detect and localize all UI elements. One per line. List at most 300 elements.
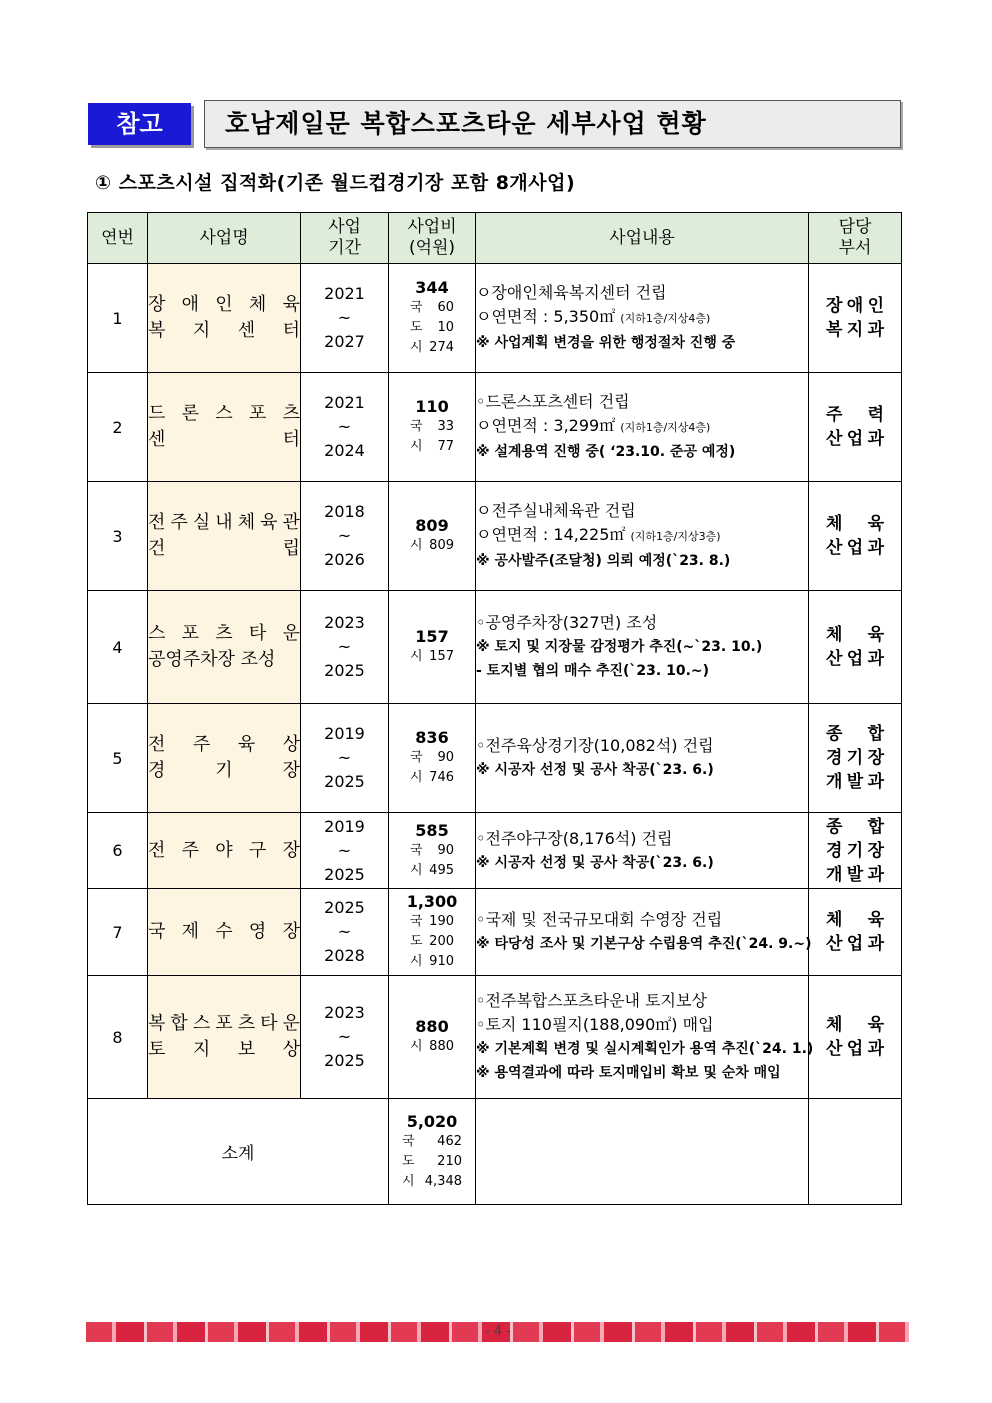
cost-total: 110: [415, 397, 449, 416]
project-name: [148, 591, 301, 704]
content-line: [476, 932, 812, 956]
cost-part: [410, 841, 454, 861]
content-line: [476, 523, 808, 549]
project-name-char: 운: [282, 1013, 300, 1034]
dept-char: 애: [846, 296, 864, 316]
dept-char: 업: [846, 1039, 864, 1059]
project-name-char: 체: [237, 512, 256, 533]
cost-source: 시: [410, 649, 423, 664]
content-line: [476, 827, 808, 851]
cost-amount: 200: [429, 934, 454, 949]
project-period: [301, 373, 389, 482]
cost-total: 157: [415, 627, 449, 646]
project-content: [476, 704, 809, 813]
dept-char: 개: [826, 772, 843, 792]
dept-char: 발: [846, 772, 864, 792]
project-content: [476, 813, 809, 889]
period-end: 2025: [324, 661, 365, 680]
project-name-char: 육: [282, 294, 300, 315]
row-number: 6: [88, 813, 148, 889]
project-name: [148, 264, 301, 373]
cost-part: [402, 1152, 462, 1172]
project-name-line: [148, 758, 300, 784]
dept-line: [826, 1013, 884, 1037]
cost-source: 도: [410, 320, 423, 335]
project-name-char: 센: [148, 429, 166, 450]
project-cost: [389, 482, 476, 591]
content-text: ※ 타당성 조사 및 기본구상 수립용역 추진(`24. 9.~): [476, 936, 812, 952]
project-period: [301, 976, 389, 1099]
project-cost: [389, 704, 476, 813]
project-name-line: [148, 919, 300, 945]
cost-part: [410, 338, 454, 358]
dept-char: 과: [867, 1039, 884, 1059]
dept-char: 산: [826, 1039, 843, 1059]
project-name-char: 육: [260, 512, 278, 533]
content-line: [476, 659, 808, 683]
cost-total: 344: [415, 278, 449, 297]
project-name-char: 포: [248, 403, 267, 424]
content-line: [476, 611, 808, 635]
cost-part: [410, 952, 454, 972]
content-text: ※ 시공자 선정 및 공사 착공(`23. 6.): [476, 854, 714, 871]
cost-amount: 4,348: [424, 1173, 462, 1189]
content-line: [476, 390, 808, 414]
content-line: [476, 851, 808, 875]
content-text: ㅇ장애인체육복지센터 건립: [476, 283, 667, 302]
subtotal-dept-empty: [809, 1099, 902, 1205]
content-line: [476, 331, 808, 355]
cost-part: [410, 1037, 454, 1057]
project-name-char: 장: [148, 294, 166, 315]
dept-char: 과: [867, 320, 884, 340]
content-line: [476, 734, 808, 758]
dept-char: 업: [846, 934, 864, 954]
responsible-dept: [809, 591, 902, 704]
cost-source: 국: [402, 1133, 415, 1149]
project-content: [476, 889, 812, 976]
dept-char: 산: [826, 649, 843, 669]
project-name-char: 실: [192, 512, 211, 533]
dept-char: 경: [826, 748, 843, 768]
content-text: ※ 공사발주(조달청) 의뢰 예정(`23. 8.): [476, 553, 731, 569]
cost-source: 국: [410, 842, 423, 858]
dept-char: 산: [826, 429, 843, 449]
project-name-char: 보: [237, 1039, 256, 1060]
content-small: (지하1층/지상3층): [630, 530, 721, 543]
dept-line: [826, 815, 884, 839]
project-name-char: 합: [170, 1013, 188, 1034]
dept-line: [826, 512, 884, 536]
dept-char: 장: [826, 296, 843, 316]
cost-total: 5,020: [406, 1111, 458, 1131]
period-tilde: ~: [337, 417, 352, 436]
table-header-row: [88, 213, 902, 264]
project-name-char: 상: [282, 734, 300, 755]
content-line: [476, 758, 808, 782]
dept-char: 체: [826, 625, 843, 645]
project-name: [148, 976, 301, 1099]
col-content: 사업내용: [476, 213, 809, 264]
dept-line: [826, 770, 884, 794]
responsible-dept: [809, 373, 902, 482]
table-row: [88, 373, 902, 482]
dept-line: [826, 623, 884, 647]
project-name: [148, 373, 301, 482]
project-content: [476, 264, 809, 373]
dept-char: 종: [826, 724, 843, 744]
content-text: ◦전주복합스포츠타운내 토지보상: [476, 991, 707, 1010]
content-small: (지하1층/지상4층): [620, 421, 711, 434]
content-text: ◦드론스포츠센터 건립: [476, 392, 630, 411]
project-period: [301, 704, 389, 813]
table-body: [88, 264, 902, 1205]
project-cost: [389, 264, 476, 373]
content-line: [476, 414, 808, 440]
cost-amount: 274: [429, 340, 454, 355]
project-name-char: 장: [282, 921, 300, 942]
period-start: 2025: [324, 898, 365, 917]
content-text: - 토지별 협의 매수 추진(`23. 10.~): [476, 663, 710, 679]
subtotal-row: [88, 1099, 902, 1205]
cost-source: 도: [410, 934, 423, 949]
project-name-char: 제: [181, 921, 200, 942]
content-text: ※ 사업계획 변경을 위한 행정절차 진행 중: [476, 335, 736, 351]
dept-char: 경: [826, 840, 843, 861]
cost-source: 시: [410, 439, 423, 454]
dept-char: 주: [826, 405, 843, 425]
cost-amount: 495: [429, 862, 454, 878]
project-name-char: 육: [237, 734, 256, 755]
project-name-char: 관: [282, 512, 300, 533]
project-name-line: [148, 536, 300, 562]
content-text: ◦전주육상경기장(10,082석) 건립: [476, 736, 714, 755]
content-text: ㅇ연면적 : 5,350㎡: [476, 307, 616, 326]
cost-total: 880: [415, 1017, 449, 1036]
period-start: 2019: [324, 816, 365, 836]
dept-char: 발: [846, 864, 864, 885]
dept-char: 종: [826, 816, 843, 837]
dept-char: 기: [846, 840, 864, 861]
row-number: 3: [88, 482, 148, 591]
page-number: - 4 -: [485, 1324, 511, 1339]
project-name-char: 주: [170, 512, 188, 533]
project-name-char: 경: [148, 760, 166, 781]
project-name-char: 센: [237, 320, 256, 341]
content-text: ※ 토지 및 지장물 감정평가 추진(~`23. 10.): [476, 639, 763, 655]
cost-part: [410, 912, 454, 932]
content-line: [476, 908, 808, 932]
dept-char: 기: [846, 748, 864, 768]
cost-source: 시: [410, 340, 423, 355]
col-dept-line1: 담당: [838, 217, 872, 237]
col-dept: [809, 213, 902, 264]
cost-amount: 880: [429, 1039, 454, 1054]
dept-line: [826, 536, 884, 560]
project-cost: [389, 373, 476, 482]
table-row: [88, 704, 902, 813]
project-name-char: 장: [282, 760, 300, 781]
cost-part: [410, 861, 454, 881]
responsible-dept: [809, 889, 902, 976]
project-name-char: 야: [215, 839, 233, 861]
project-name-char: 타: [248, 623, 267, 644]
project-name-char: 주: [181, 839, 200, 861]
period-start: 2023: [324, 613, 365, 632]
row-number: 5: [88, 704, 148, 813]
table-row: [88, 264, 902, 373]
cost-amount: 60: [437, 300, 454, 315]
project-name-char: 영: [248, 921, 267, 942]
dept-line: [826, 722, 884, 746]
dept-char: 업: [846, 538, 864, 558]
dept-line: [826, 839, 884, 863]
cost-source: 국: [410, 750, 423, 765]
content-line: [476, 281, 808, 305]
dept-char: 장: [867, 840, 884, 861]
row-number: 2: [88, 373, 148, 482]
cost-total: 809: [415, 516, 449, 535]
dept-char: 과: [867, 429, 884, 449]
dept-char: 육: [867, 1015, 884, 1035]
project-name: [148, 704, 301, 813]
project-content: [476, 976, 814, 1099]
cost-amount: 10: [437, 320, 454, 335]
col-name: 사업명: [148, 213, 301, 264]
content-line: [476, 305, 808, 331]
content-text: ※ 용역결과에 따라 토지매입비 확보 및 순차 매입: [476, 1065, 781, 1081]
cost-source: 시: [410, 538, 423, 553]
project-name-char: 애: [181, 294, 200, 315]
cost-part: [410, 437, 454, 457]
project-name-line: [148, 647, 300, 673]
content-text: ◦공영주차장(327면) 조성: [476, 613, 658, 632]
cost-amount: 462: [437, 1133, 462, 1149]
cost-total: 836: [415, 728, 449, 747]
project-name-char: 터: [282, 429, 300, 450]
project-name-char: 상: [282, 1039, 300, 1060]
project-name-char: 공영주차장 조성: [148, 649, 276, 670]
project-name-char: 지: [192, 320, 211, 341]
project-name: [148, 482, 301, 591]
period-end: 2025: [324, 772, 365, 791]
dept-char: 력: [867, 405, 884, 425]
cost-source: 국: [410, 419, 423, 434]
project-name-char: 츠: [237, 1013, 256, 1034]
dept-char: 합: [867, 816, 884, 837]
content-text: ※ 기본계획 변경 및 실시계획인가 용역 추진(`24. 1.): [476, 1041, 814, 1057]
project-name-char: 전: [148, 512, 166, 533]
project-name-char: 건: [148, 538, 166, 559]
dept-char: 과: [867, 538, 884, 558]
dept-line: [826, 932, 884, 956]
content-text: ㅇ전주실내체육관 건립: [476, 501, 636, 520]
project-table: [87, 212, 902, 1205]
dept-char: 산: [826, 538, 843, 558]
page-title: 호남제일문 복합스포츠타운 세부사업 현황: [225, 109, 707, 138]
reference-tag: 참고: [88, 103, 191, 145]
content-line: [476, 635, 808, 659]
subtotal-cost: [389, 1099, 476, 1205]
project-name-char: 타: [260, 1013, 278, 1034]
col-cost-line1: 사업비: [407, 217, 457, 237]
dept-char: 과: [867, 772, 884, 792]
project-name-char: 론: [181, 403, 200, 424]
cost-part: [410, 748, 454, 768]
dept-line: [826, 908, 884, 932]
project-cost: [389, 813, 476, 889]
cost-amount: 190: [429, 914, 454, 929]
project-name-char: 수: [215, 921, 233, 942]
period-end: 2025: [324, 864, 365, 884]
cost-total: 585: [415, 820, 449, 840]
project-name-char: 스: [148, 623, 166, 644]
subtotal-label: 소계: [88, 1099, 389, 1205]
dept-char: 산: [826, 934, 843, 954]
dept-line: [826, 746, 884, 770]
col-period-line2: 기간: [328, 238, 361, 258]
dept-char: 체: [826, 910, 843, 930]
dept-char: 육: [867, 910, 884, 930]
project-name-line: [148, 510, 300, 536]
dept-char: 지: [846, 320, 864, 340]
project-period: [301, 591, 389, 704]
dept-char: 업: [846, 429, 864, 449]
cost-part: [410, 298, 454, 318]
content-line: [476, 440, 808, 464]
table-row: [88, 482, 902, 591]
project-name-line: [148, 292, 300, 318]
cost-source: 시: [410, 770, 423, 785]
period-end: 2028: [324, 946, 365, 965]
project-name-char: 드: [148, 403, 166, 424]
cost-amount: 910: [429, 954, 454, 969]
cost-part: [410, 932, 454, 952]
project-content: [476, 373, 809, 482]
col-period: [301, 213, 389, 264]
period-start: 2021: [324, 393, 365, 412]
dept-char: 과: [867, 649, 884, 669]
project-period: [301, 813, 389, 889]
period-tilde: ~: [337, 1027, 352, 1046]
content-text: ◦전주야구장(8,176석) 건립: [476, 828, 673, 848]
project-name-char: 복: [148, 1013, 166, 1034]
col-dept-line2: 부서: [838, 238, 872, 258]
dept-char: 업: [846, 649, 864, 669]
table-row: [88, 813, 902, 889]
project-name-char: 츠: [282, 403, 300, 424]
project-name-char: 구: [248, 839, 267, 861]
cost-amount: 77: [437, 439, 454, 454]
period-start: 2019: [324, 724, 365, 743]
table-row: [88, 591, 902, 704]
content-line: [476, 499, 808, 523]
project-name-line: [148, 838, 300, 864]
project-name-char: 스: [215, 403, 233, 424]
project-period: [301, 264, 389, 373]
title-block: [88, 100, 901, 148]
project-name: [148, 889, 301, 976]
project-name-line: [148, 1011, 300, 1037]
col-cost-line2: (억원): [408, 238, 456, 258]
dept-line: [826, 427, 884, 451]
dept-char: 복: [826, 320, 843, 340]
cost-source: 시: [410, 954, 423, 969]
cost-source: 시: [402, 1173, 415, 1189]
content-line: [476, 549, 808, 573]
project-name-char: 립: [282, 538, 300, 559]
period-start: 2021: [324, 284, 365, 303]
content-small: (지하1층/지상4층): [620, 312, 711, 325]
col-cost: [389, 213, 476, 264]
cost-amount: 809: [429, 538, 454, 553]
dept-char: 합: [867, 724, 884, 744]
period-start: 2018: [324, 502, 365, 521]
cost-amount: 33: [437, 419, 454, 434]
content-text: ◦토지 110필지(188,090㎡) 매입: [476, 1015, 714, 1034]
cost-part: [410, 417, 454, 437]
content-text: ㅇ연면적 : 3,299㎡: [476, 416, 616, 435]
content-text: ㅇ연면적 : 14,225㎡: [476, 525, 626, 544]
project-name-char: 운: [282, 623, 300, 644]
cost-source: 국: [410, 300, 423, 315]
dept-char: 과: [867, 934, 884, 954]
dept-line: [826, 1037, 884, 1061]
project-content: [476, 482, 809, 591]
row-number: 7: [88, 889, 148, 976]
project-name-char: 전: [148, 734, 166, 755]
period-tilde: ~: [337, 748, 352, 767]
table-row: [88, 976, 902, 1099]
cost-part: [410, 536, 454, 556]
dept-char: 육: [867, 625, 884, 645]
dept-char: 체: [826, 1015, 843, 1035]
col-period-line1: 사업: [328, 217, 361, 237]
row-number: 8: [88, 976, 148, 1099]
period-tilde: ~: [337, 526, 352, 545]
project-name-char: 포: [181, 623, 200, 644]
project-name-char: 주: [192, 734, 211, 755]
dept-char: 과: [867, 864, 884, 885]
responsible-dept: [809, 813, 902, 889]
period-end: 2026: [324, 550, 365, 569]
dept-line: [826, 403, 884, 427]
dept-line: [826, 318, 884, 342]
project-name-line: [148, 401, 300, 427]
row-number: 4: [88, 591, 148, 704]
dept-char: 육: [867, 514, 884, 534]
content-text: ※ 설계용역 진행 중( ‘23.10. 준공 예정): [476, 444, 736, 460]
content-line: [476, 1037, 814, 1061]
project-name-char: 기: [215, 760, 233, 781]
title-box: [204, 100, 901, 148]
project-name-char: 포: [215, 1013, 233, 1034]
responsible-dept: [809, 704, 902, 813]
period-tilde: ~: [337, 840, 352, 860]
project-cost: [389, 976, 476, 1099]
project-name-char: 토: [148, 1039, 166, 1060]
dept-char: 장: [867, 748, 884, 768]
project-name-line: [148, 318, 300, 344]
cost-source: 도: [402, 1153, 415, 1169]
responsible-dept: [809, 976, 902, 1099]
cost-amount: 157: [429, 649, 454, 664]
period-tilde: ~: [337, 637, 352, 656]
cost-source: 시: [410, 1039, 423, 1054]
project-name-char: 지: [192, 1039, 211, 1060]
dept-char: 개: [826, 864, 843, 885]
project-name-char: 체: [248, 294, 267, 315]
